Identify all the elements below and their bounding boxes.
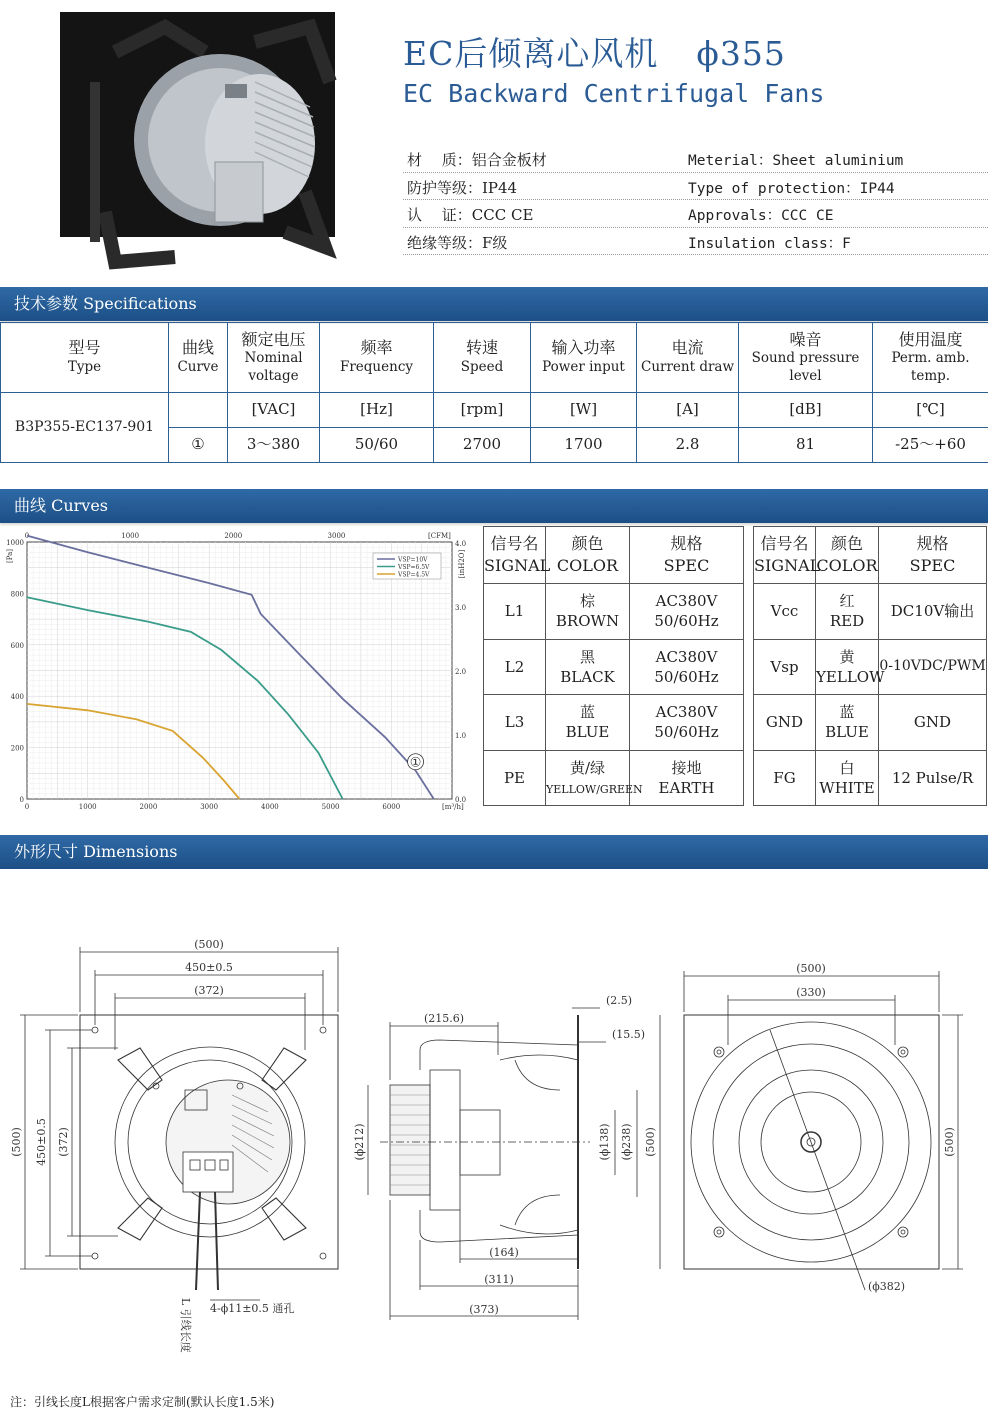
y2-tick-label: 0.0 xyxy=(455,796,467,804)
x-tick-label: 6000 xyxy=(382,803,401,811)
spec-value: 3～380 xyxy=(228,428,320,463)
spec-unit: [℃] xyxy=(873,393,988,428)
spec-unit-row xyxy=(1,393,988,428)
dim-back-500: (500) xyxy=(796,962,826,975)
spec-value: 2700 xyxy=(434,428,531,463)
curves-section-title: 曲线 Curves xyxy=(0,489,988,523)
y-axis-label: [Pa] xyxy=(6,548,14,564)
spec-unit: [W] xyxy=(531,393,637,428)
spec-value: 50/60 xyxy=(320,428,434,463)
dim-front-v500: (500) xyxy=(10,1127,23,1157)
dimensions-section-title: 外形尺寸 Dimensions xyxy=(0,835,988,869)
y-tick-label: 600 xyxy=(10,641,24,650)
property-row-approvals: 认 证：CCC CE Approvals：CCC CE xyxy=(403,200,988,228)
dim-side-238: (ϕ238) xyxy=(620,1123,633,1161)
specifications-table xyxy=(0,322,988,463)
property-row-insulation: 绝缘等级：F级 Insulation class：F xyxy=(403,228,988,256)
spec-header-type: 型号 Type xyxy=(1,323,169,393)
spec-value: 81 xyxy=(739,428,873,463)
spec-header-frequency: 频率 Frequency xyxy=(320,323,434,393)
y-tick-label: 0 xyxy=(19,796,24,804)
spec-header-temperature: 使用温度 Perm. amb. temp. xyxy=(873,323,988,393)
mounting-hole-label: 4-ϕ11±0.5 通孔 xyxy=(210,1302,295,1315)
dim-side-2-5: (2.5) xyxy=(606,994,633,1007)
dim-side-v500: (500) xyxy=(644,1127,657,1157)
properties-list xyxy=(403,145,988,255)
dim-side-373: (373) xyxy=(469,1303,499,1316)
product-diameter: ϕ355 xyxy=(696,34,786,73)
x-tick-label: 3000 xyxy=(200,803,219,811)
spec-unit: [rpm] xyxy=(434,393,531,428)
signal-row-fg: FG 白 WHITE 12 Pulse/R xyxy=(754,750,987,806)
spec-header: 规格 SPEC xyxy=(630,527,744,584)
spec-value: -25～+60 xyxy=(873,428,988,463)
signal-row-pe: PE 黄/绿 YELLOW/GREEN 接地 EARTH xyxy=(484,750,744,806)
x-tick-label: 0 xyxy=(24,803,30,811)
legend-label: VSP=10V xyxy=(398,556,428,564)
spec-unit-curve-empty xyxy=(169,393,228,428)
specifications-section-title: 技术参数 Specifications xyxy=(0,287,988,321)
signal-row-l1: L1 棕 BROWN AC380V 50/60Hz xyxy=(484,584,744,640)
signal-row-gnd: GND 蓝 BLUE GND xyxy=(754,695,987,751)
curve-marker-label: ① xyxy=(409,755,422,771)
dim-front-v450: 450±0.5 xyxy=(35,1118,48,1166)
signal-row-vcc: Vcc 红 RED DC10V输出 xyxy=(754,584,987,640)
spec-unit: [Hz] xyxy=(320,393,434,428)
spec-header-current: 电流 Current draw xyxy=(637,323,739,393)
spec-header-speed: 转速 Speed xyxy=(434,323,531,393)
y-tick-label: 200 xyxy=(10,744,24,753)
dim-back-v500: (500) xyxy=(943,1127,956,1157)
legend-label: VSP=4.5V xyxy=(398,571,430,579)
x2-tick-label: 1000 xyxy=(121,532,140,540)
y-tick-label: 400 xyxy=(10,693,24,702)
side-view-drawing xyxy=(353,994,660,1320)
signal-header: 信号名 SIGNAL xyxy=(484,527,546,584)
dim-side-215: (215.6) xyxy=(423,1012,465,1025)
spec-value: 1700 xyxy=(531,428,637,463)
spec-header-voltage: 额定电压 Nominal voltage xyxy=(228,323,320,393)
back-view-drawing xyxy=(684,962,963,1293)
property-row-protection: 防护等级：IP44 Type of protection：IP44 xyxy=(403,173,988,201)
y-tick-label: 1000 xyxy=(6,539,24,547)
spec-model: B3P355-EC137-901 xyxy=(1,393,169,463)
spec-value: 2.8 xyxy=(637,428,739,463)
product-title-en: EC Backward Centrifugal Fans xyxy=(403,79,825,108)
dim-side-212: (ϕ212) xyxy=(353,1123,366,1161)
signal-row-l3: L3 蓝 BLUE AC380V 50/60Hz xyxy=(484,695,744,751)
x2-tick-label: 2000 xyxy=(224,532,243,540)
dim-front-450: 450±0.5 xyxy=(185,961,233,974)
dim-front-500: (500) xyxy=(194,938,224,951)
signal-row-vsp: Vsp 黄 YELLOW 0-10VDC/PWM xyxy=(754,639,987,695)
y-tick-label: 800 xyxy=(10,590,24,599)
x2-tick-label: 0 xyxy=(24,532,30,540)
dim-back-382: (ϕ382) xyxy=(868,1280,906,1293)
y2-tick-label: 3.0 xyxy=(455,603,467,612)
dim-front-372: (372) xyxy=(194,984,224,997)
x-tick-label: 5000 xyxy=(321,803,340,811)
dimension-drawings xyxy=(0,870,988,1417)
series-line-3 xyxy=(27,704,240,799)
color-header: 颜色 COLOR xyxy=(546,527,630,584)
spec-header-row xyxy=(1,323,988,393)
signal-row-l2: L2 黑 BLACK AC380V 50/60Hz xyxy=(484,639,744,695)
signal-table-power xyxy=(483,526,744,806)
footnote: 注：引线长度L根据客户需求定制(默认长度1.5米) xyxy=(10,1395,275,1409)
dim-side-311: (311) xyxy=(484,1273,514,1286)
spec-value: ① xyxy=(169,428,228,463)
dim-side-138: (ϕ138) xyxy=(598,1123,611,1161)
dim-side-164: (164) xyxy=(489,1246,519,1259)
spec-header-noise: 噪音 Sound pressure level xyxy=(739,323,873,393)
y2-axis-label: [inH2O] xyxy=(458,549,466,579)
y2-tick-label: 4.0 xyxy=(455,539,467,548)
x-tick-label: 4000 xyxy=(260,803,279,811)
cable-length-label: L 引线长度 xyxy=(179,1298,192,1353)
y2-tick-label: 1.0 xyxy=(455,731,467,740)
product-photo xyxy=(55,12,340,274)
spec-unit: [A] xyxy=(637,393,739,428)
front-view-drawing xyxy=(10,938,338,1353)
x-tick-label: 2000 xyxy=(139,803,158,811)
spec-header-curve: 曲线 Curve xyxy=(169,323,228,393)
x2-axis-label: [CFM] xyxy=(428,532,451,540)
spec-unit: [dB] xyxy=(739,393,873,428)
x-tick-label: 1000 xyxy=(78,803,97,811)
spec-header: 规格 SPEC xyxy=(879,527,987,584)
dim-back-330: (330) xyxy=(796,986,826,999)
spec-header-power: 输入功率 Power input xyxy=(531,323,637,393)
color-header: 颜色 COLOR xyxy=(816,527,879,584)
product-title-cn: EC后倾离心风机 ϕ355 xyxy=(403,34,786,73)
spec-unit: [VAC] xyxy=(228,393,320,428)
signal-table-control xyxy=(753,526,987,806)
dim-front-v372: (372) xyxy=(57,1127,70,1157)
legend-label: VSP=6.5V xyxy=(398,564,430,571)
x2-tick-label: 3000 xyxy=(327,532,346,540)
signal-header: 信号名 SIGNAL xyxy=(754,527,816,584)
y2-tick-label: 2.0 xyxy=(455,667,467,676)
performance-curve-chart xyxy=(0,525,480,815)
x-axis-label: [m³/h] xyxy=(442,803,464,811)
property-row-material: 材 质：铝合金板材 Meterial：Sheet aluminium xyxy=(403,145,988,173)
dim-side-15-5: (15.5) xyxy=(612,1028,646,1041)
